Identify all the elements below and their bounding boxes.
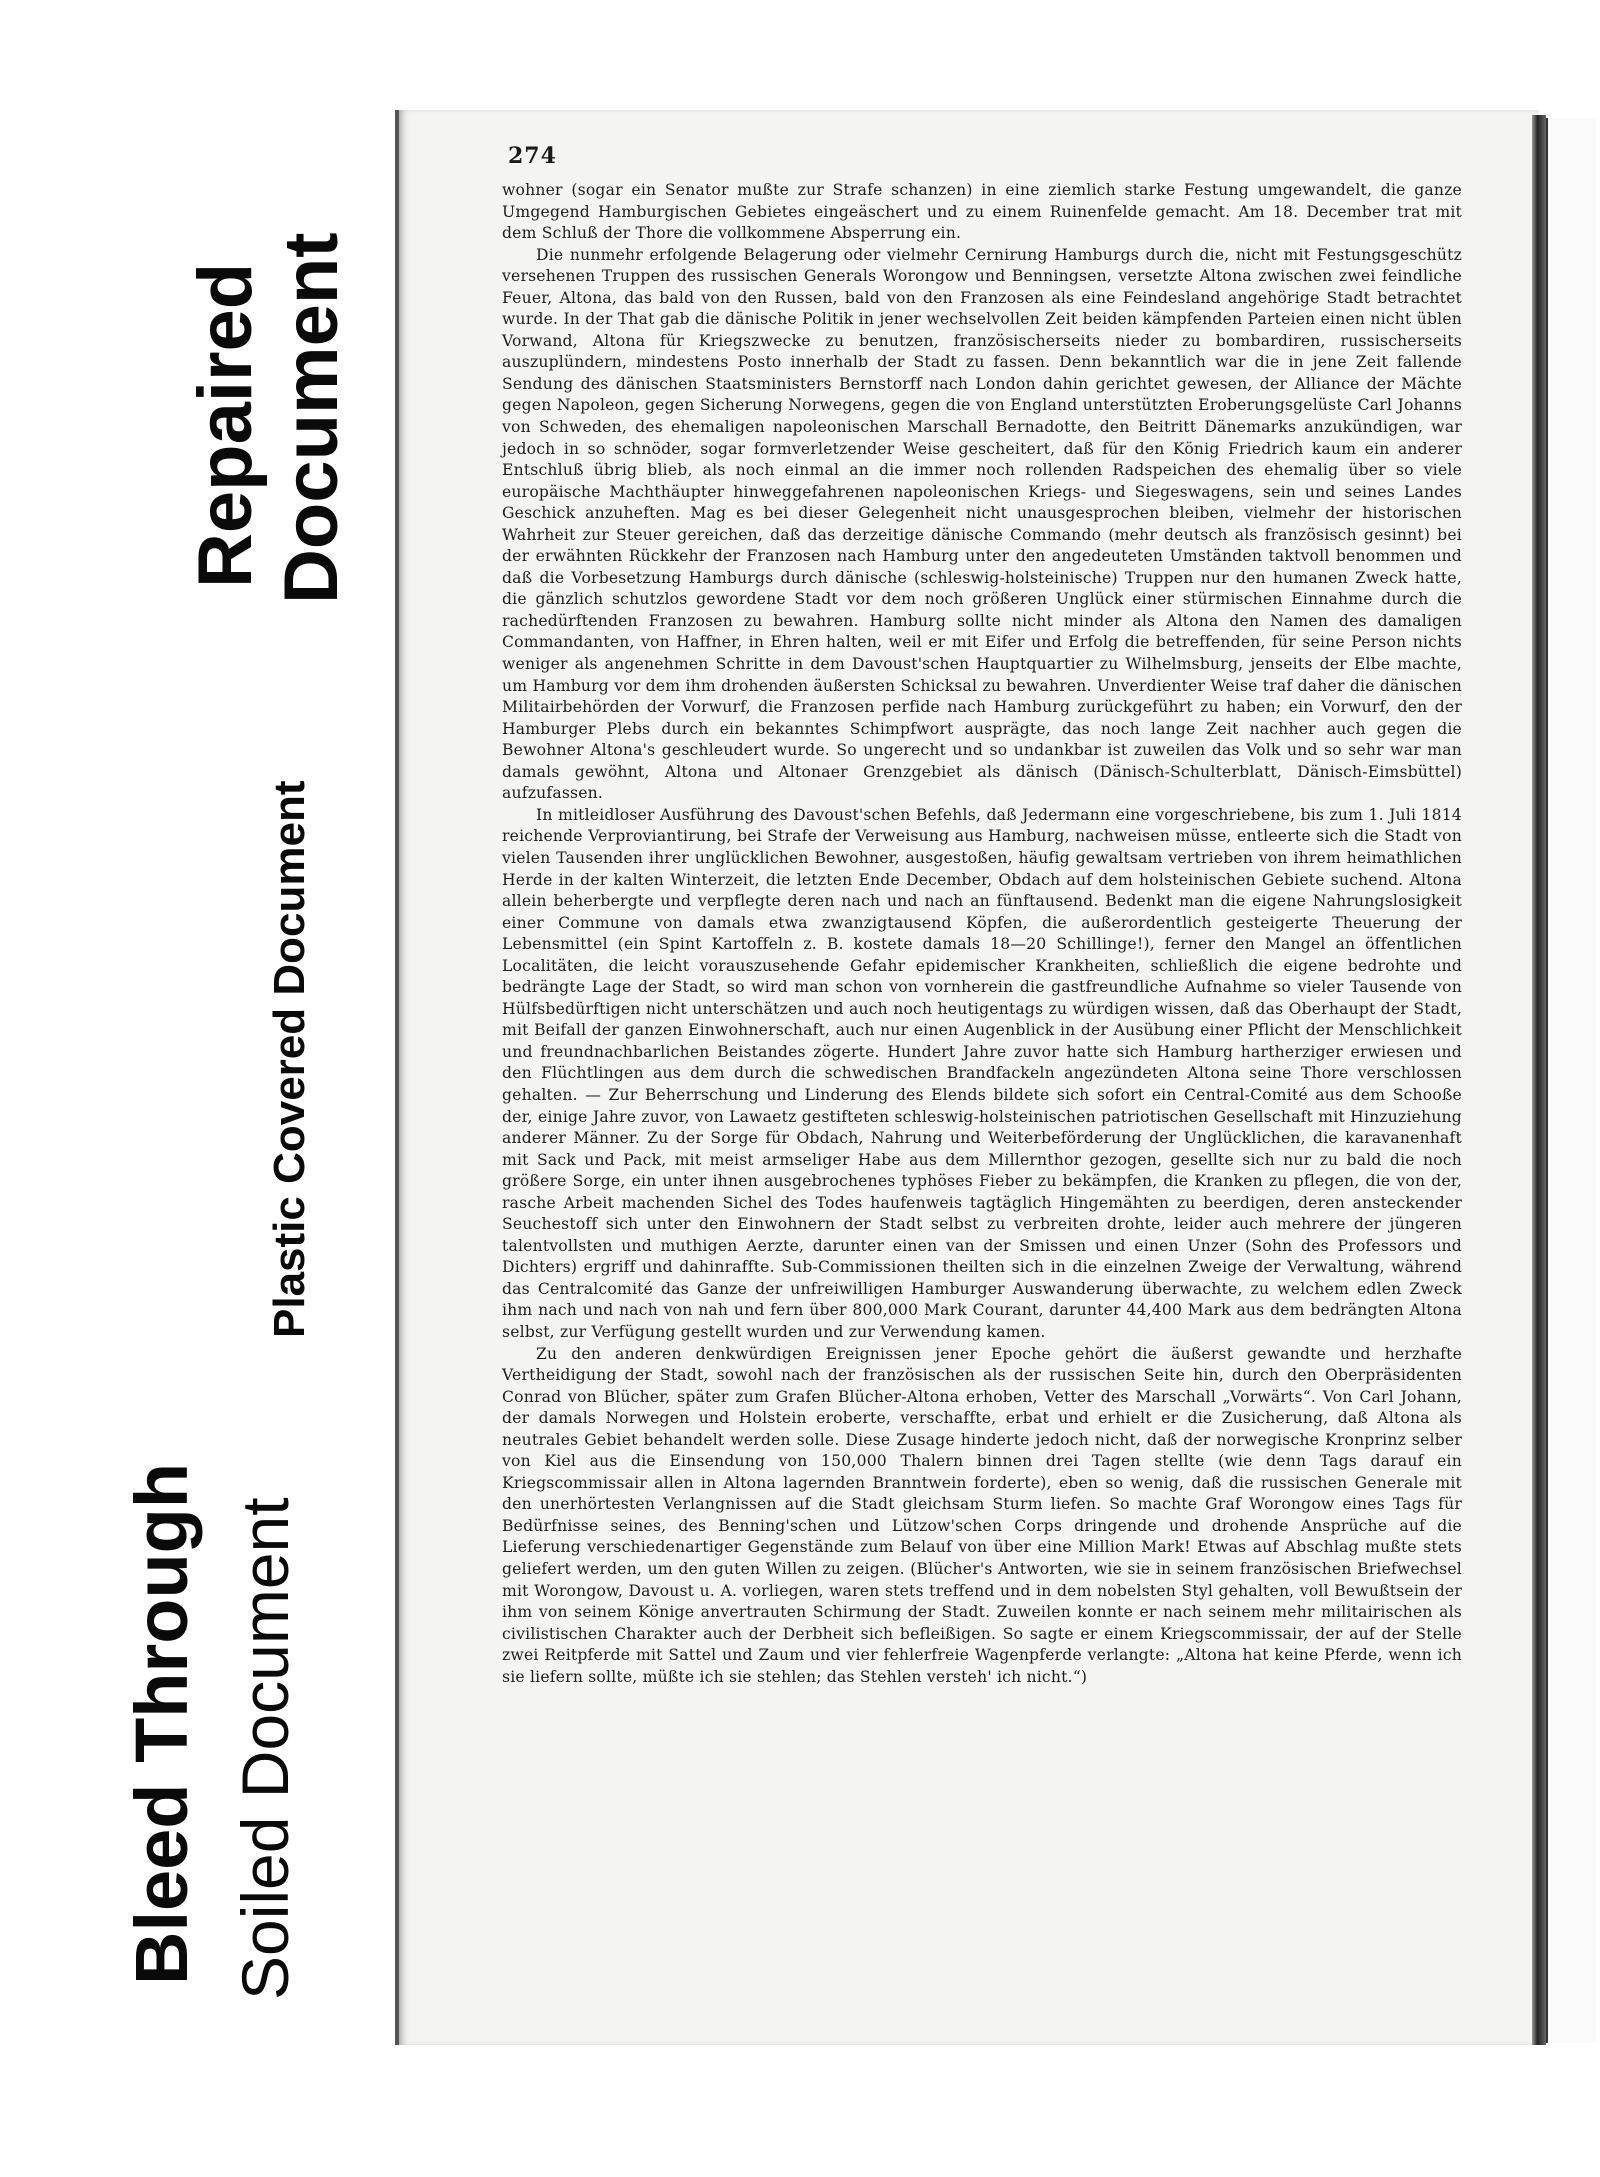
- label-document: Document: [269, 232, 354, 604]
- next-page-edge: [1546, 118, 1596, 2043]
- paragraph: In mitleidloser Ausführung des Davoust'schen Befehls, daß Jedermann eine vorgeschriebene, bis zum 1. Juli 1814 reichende Verproviantirung, bei Strafe der Verweisung aus Hamburg, nachweisen müsse, entleerte sich die Stadt von vielen Tausenden ihrer unglücklichen Bewohner, ausgestoßen, häufig gewaltsam vertrieben von ihrem heimathlichen Herde in der kalten Winterzeit, die letzten Ende December, Obdach auf dem holsteinischen Gebiete suchend. Altona allein beherbergte und verpflegte deren nach und nach an fünftausend. Bedenkt man die eigene Nahrungslosigkeit einer Commune von damals etwa zwanzigtausend Köpfen, die außerordentlich gesteigerte Theuerung der Lebensmittel (ein Spint Kartoffeln z. B. kostete damals 18—20 Schillinge!), ferner den Mangel an öffentlichen Localitäten, die leicht vorauszusehende Gefahr epidemischer Krankheiten, schließlich die eigene bedrohte und bedrängte Lage der Stadt, so wird man schon von vornherein die gastfreundliche Aufnahme so vieler Tausende von Hülfsbedürftigen nicht unterschätzen und auch noch heutigentags zu würdigen wissen, daß das Oberhaupt der Stadt, mit Beifall der ganzen Einwohnerschaft, auch nur einen Augenblick in der Ausübung einer Pflicht der Menschlichkeit und freundnachbarlichen Beistandes zögerte. Hundert Jahre zuvor hatte sich Hamburg hartherziger erwiesen und den Flüchtlingen aus dem durch die schwedischen Brandfackeln angezündeten Altona seine Thore verschlossen gehalten. — Zur Beherrschung und Linderung des Elends bildete sich sofort ein Central-Comité aus dem Schooße der, einige Jahre zuvor, von Lawaetz gestifteten schleswig-holsteinischen patriotischen Gesellschaft mit Hinzuziehung anderer Männer. Zu der Sorge für Obdach, Nahrung und Weiterbeförderung der Unglücklichen, die karavanenhaft mit Sack und Pack, mit meist armseliger Habe aus dem Millernthor gezogen, gesellte sich nur zu bald die noch größere Sorge, ein unter ihnen ausgebrochenes typhöses Fieber zu bekämpfen, die Kranken zu pflegen, die von der, rasche Arbeit machenden Sichel des Todes haufenweis tagtäglich Hingemähten zu beerdigen, deren ansteckender Seuchestoff sich unter den Einwohnern der Stadt selbst zu verbreiten drohte, leider auch mehrere der jüngeren talentvollsten und muthigen Aerzte, darunter einen van der Smissen und einen Unzer (Sohn des Professors und Dichters) ergriff und dahinraffte. Sub-Commissionen theilten sich in die einzelnen Zweige der Verwaltung, während das Centralcomité das Ganze der unfreiwilligen Hamburger Auswanderung überwachte, zu welchem edlen Zweck ihm nach und nach von nah und fern über 800,000 Mark Courant, darunter 44,400 Mark aus dem bedrängten Altona selbst, zur Verfügung gestellt wurden und zur Verwendung kamen.: [502, 805, 1462, 1341]
- label-soiled-document: Soiled Document: [228, 1497, 302, 2000]
- page-number: 274: [508, 143, 557, 169]
- page-gutter: [1532, 115, 1546, 2045]
- label-plastic-covered: Plastic Covered Document: [265, 780, 314, 1338]
- paragraph: Zu den anderen denkwürdigen Ereignissen jener Epoche gehört die äußerst gewandte und herzhafte Vertheidigung der Stadt, sowohl nach der französischen als der russischen Seite hin, durch den Oberpräsidenten Conrad von Blücher, später zum Grafen Blücher-Altona erhoben, Vetter des Marschall „Vorwärts“. Von Carl Johann, der damals Norwegen und Holstein eroberte, verschaffte, erbat und erhielt er die Zusicherung, daß Altona als neutrales Gebiet behandelt werden solle. Diese Zusage hinderte jedoch nicht, daß der norwegische Kronprinz selber von Kiel aus die Einsendung von 150,000 Thalern binnen drei Tagen stellte (wie denn Tags darauf ein Kriegscommissair allen in Altona lagernden Branntwein forderte), eben so wenig, daß die russischen Generale mit den unerhörtesten Verlangnissen auf die Stadt gleichsam Sturm liefen. So machte Graf Worongow eines Tags für Bedürfnisse seines, des Benning'schen und Lützow'schen Corps dringende und drohende Ansprüche auf die Lieferung verschiedenartiger Gegenstände zum Belauf von über eine Million Mark! Etwas auf Abschlag mußte stets geliefert werden, um den guten Willen zu zeigen. (Blücher's Antworten, wie sie in seinem französischen Briefwechsel mit Worongow, Davoust u. A. vorliegen, waren stets treffend und in dem nobelsten Styl gehalten, voll Bewußtsein der ihm von seinem Könige anvertrauten Schirmung der Stadt. Zuweilen konnte er nach seinem mehr militairischen als civilistischen Charakter auch der Derbheit sich befleißigen. So sagte er einem Kriegscommissair, der auf der Stelle zwei Reitpferde mit Sattel und Zaum und vier fehlerfreie Wagenpferde verlangte: „Altona hat keine Pferde, wenn ich sie liefern sollte, müßte ich sie stehlen; das Stehlen versteh' ich nicht.“): [502, 1344, 1462, 1686]
- label-bleed-through: Bleed Through: [120, 1462, 203, 1985]
- body-text: [502, 180, 1462, 1688]
- paragraph: Die nunmehr erfolgende Belagerung oder vielmehr Cernirung Hamburgs durch die, nicht mit Festungsgeschütz versehenen Truppen des russischen Generals Worongow und Benningsen, versetzte Altona zwischen zwei feindliche Feuer, Altona, das bald von den Russen, bald von den Franzosen als eine Feindesland angehörige Stadt betrachtet wurde. In der That gab die dänische Politik in jener wechselvollen Zeit beiden kämpfenden Parteien einen nicht üblen Vorwand, Altona für Kriegszwecke zu benutzen, französischerseits nieder zu bombardiren, russischerseits auszuplündern, mindestens Posto innerhalb der Stadt zu fassen. Denn bekanntlich war die in jene Zeit fallende Sendung des dänischen Staatsministers Bernstorff nach London dahin gerichtet gewesen, der Alliance der Mächte gegen Napoleon, gegen Sicherung Norwegens, gegen die von England unterstützten Eroberungsgelüste Carl Johanns von Schweden, des ehemaligen napoleonischen Marschall Bernadotte, den Beitritt Dänemarks anzukündigen, war jedoch in so schnöder, sogar formverletzender Weise gescheitert, daß für den König Friedrich kaum ein anderer Entschluß übrig blieb, als noch einmal an die immer noch rollenden Radspeichen des ehemalig über so viele europäische Machthäupter hinweggefahrenen napoleonischen Kriegs- und Siegeswagens, sein und seines Landes Geschick anzuheften. Mag es bei dieser Gelegenheit nicht unausgesprochen bleiben, vielmehr der historischen Wahrheit zur Steuer gereichen, daß das derzeitige dänische Commando (mehr deutsch als französisch gesinnt) bei der erwähnten Rückkehr der Franzosen nach Hamburg unter den angedeuteten Umständen taktvoll benommen und daß die Vorbesetzung Hamburgs durch dänische (schleswig-holsteinische) Truppen nur den humanen Zweck hatte, die gänzlich schutzlos gewordene Stadt vor dem noch größeren Unglück einer stürmischen Einnahme durch die rachedürftenden Franzosen zu bewahren. Hamburg sollte nicht minder als Altona den Namen des damaligen Commandanten, von Haffner, in Ehren halten, weil er mit Eifer und Erfolg die betreffenden, für seine Person nichts weniger als angenehmen Schritte in dem Davoust'schen Hauptquartier zu Wilhelmsburg, jenseits der Elbe machte, um Hamburg vor dem ihm drohenden äußersten Schicksal zu bewahren. Unverdienter Weise traf daher die dänischen Militairbehörden der Vorwurf, die Franzosen perfide nach Hamburg zurückgeführt zu haben; ein Vorwurf, den der Hamburger Plebs durch ein bekanntes Schimpfwort ausprägte, das noch lange Zeit nachher auch gegen die Bewohner Altona's geschleudert wurde. So ungerecht und so undankbar ist zuweilen das Volk und so sehr war man damals gewöhnt, Altona und Altonaer Grenzgebiet als dänisch (Dänisch-Schulterblatt, Dänisch-Eimsbüttel) aufzufassen.: [502, 245, 1462, 803]
- label-repaired: Repaired: [183, 262, 268, 588]
- paragraph: wohner (sogar ein Senator mußte zur Strafe schanzen) in eine ziemlich starke Festung umgewandelt, die ganze Umgegend Hamburgischen Gebietes eingeäschert und zu einem Ruinenfelde gemacht. Am 18. December trat mit dem Schluß der Thore die vollkommene Absperrung ein.: [502, 181, 1462, 243]
